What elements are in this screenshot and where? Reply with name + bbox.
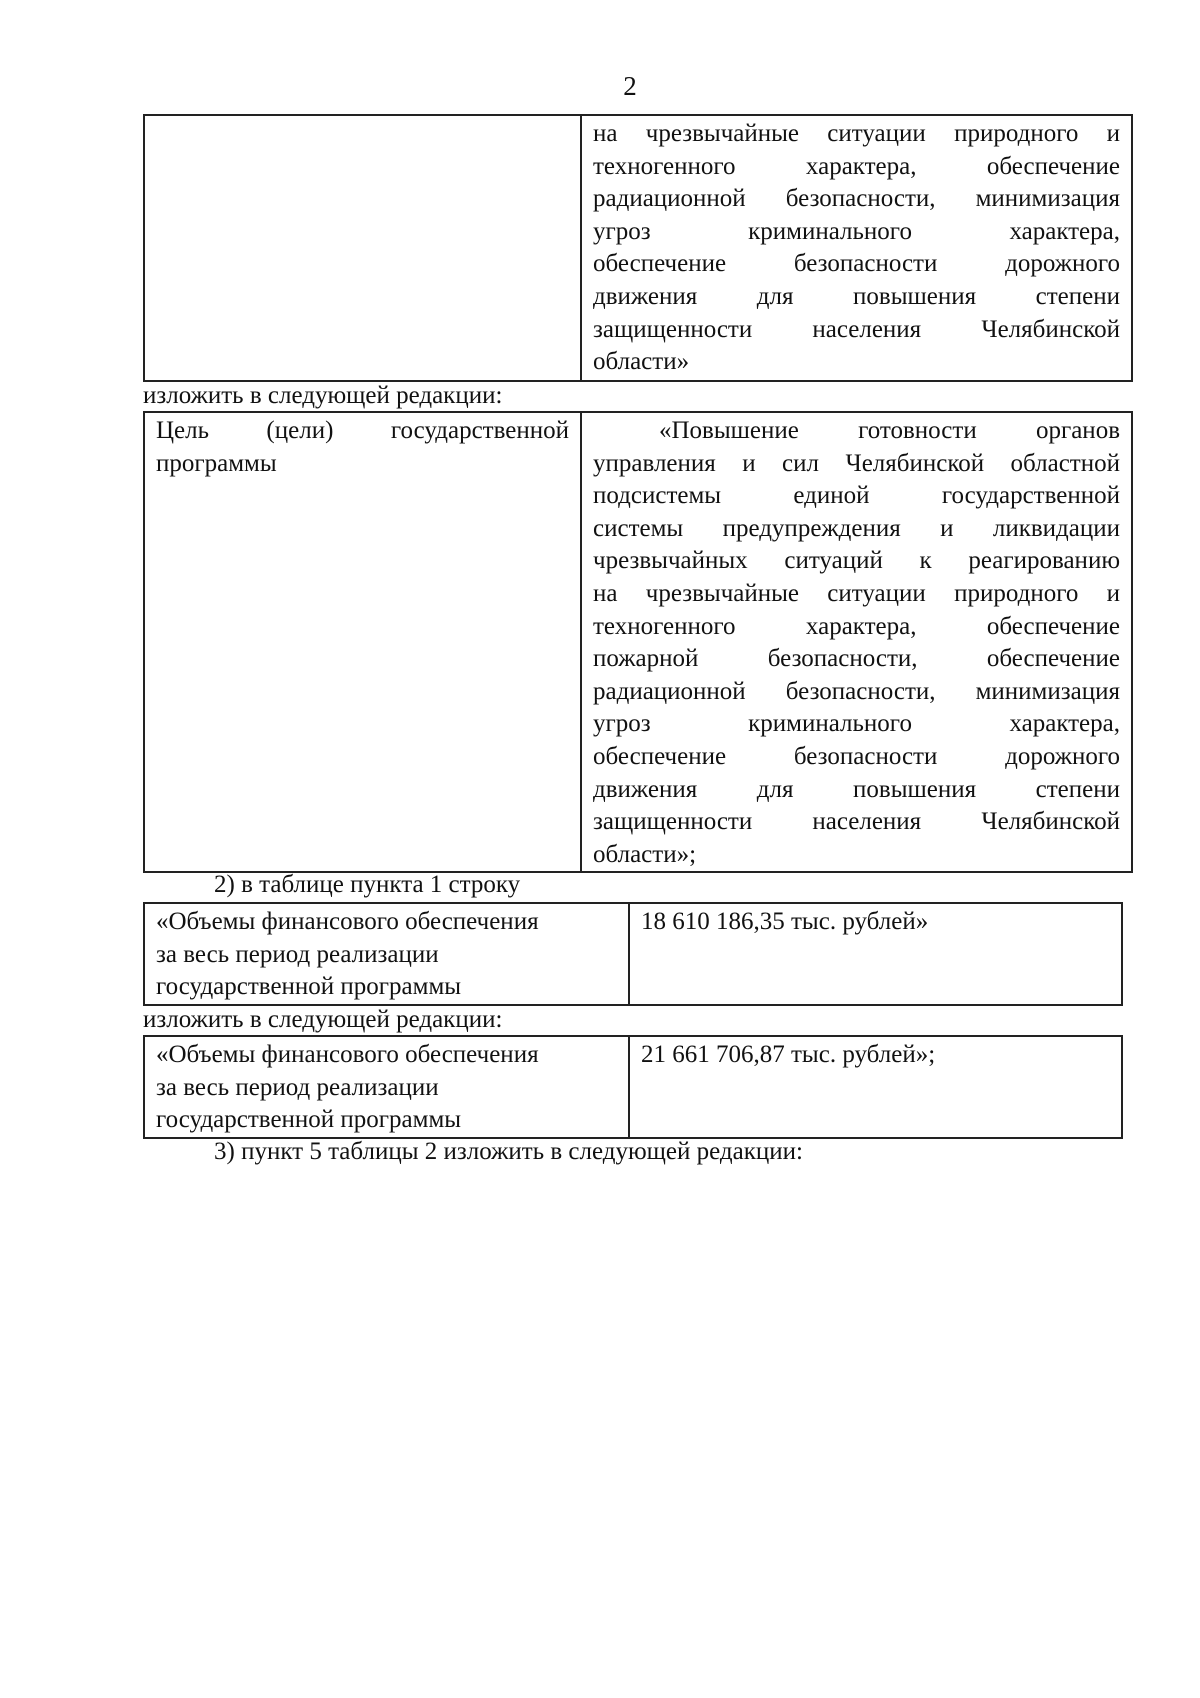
text-line: защищенности населения Челябинской (593, 808, 1120, 836)
instruction-text: изложить в следующей редакции: (143, 1006, 503, 1033)
text-line: угроз криминального характера, (593, 217, 1120, 245)
old-financing-table (143, 902, 1123, 1006)
text-line: обеспечение безопасности дорожного (593, 250, 1120, 278)
financing-value-cell (629, 903, 1122, 1005)
item-2-text: 2) в таблице пункта 1 строку (214, 871, 521, 898)
text-line: движения для повышения степени (593, 282, 1120, 310)
goal-label-cell (144, 412, 581, 872)
text-line: подсистемы единой государственной (593, 482, 1120, 510)
text-line: «Объемы финансового обеспечения (156, 1041, 539, 1068)
text-line: управления и сил Челябинской областной (593, 449, 1120, 477)
table-row (144, 903, 1122, 1005)
text-line: области» (593, 348, 690, 376)
text-line: чрезвычайных ситуаций к реагированию (593, 547, 1120, 575)
text-line: угроз криминального характера, (593, 710, 1120, 738)
financing-value-cell (629, 1036, 1122, 1138)
item-3-text: 3) пункт 5 таблицы 2 изложить в следующей редакции: (214, 1138, 803, 1165)
table-row (144, 412, 1132, 872)
new-goal-table (143, 411, 1133, 873)
text-line: государственной программы (156, 973, 462, 1001)
text-line: системы предупреждения и ликвидации (593, 514, 1120, 542)
text-line: защищенности населения Челябинской (593, 315, 1120, 343)
text-line: на чрезвычайные ситуации природного и (593, 120, 1120, 147)
left-cell-empty (144, 115, 581, 381)
old-goal-text-cell (581, 115, 1132, 381)
page-number: 2 (623, 71, 637, 101)
text-line: радиационной безопасности, минимизация (593, 677, 1120, 705)
text-line: «Повышение готовности органов (659, 417, 1120, 444)
table-row (144, 115, 1132, 381)
text-line: программы (156, 449, 277, 477)
text-line: за весь период реализации (156, 1073, 439, 1101)
text-line: обеспечение безопасности дорожного (593, 742, 1120, 770)
text-line: области»; (593, 840, 697, 868)
new-financing-table (143, 1035, 1123, 1139)
text-line: пожарной безопасности, обеспечение (593, 645, 1120, 673)
text-line: Цель (цели) государственной (156, 417, 569, 444)
instruction-text: изложить в следующей редакции: (143, 382, 503, 409)
text-line: техногенного характера, обеспечение (593, 612, 1120, 640)
old-goal-table (143, 114, 1133, 382)
new-goal-text-cell (581, 412, 1132, 872)
table-row (144, 1036, 1122, 1138)
financing-label-cell (144, 1036, 629, 1138)
financing-amount: 18 610 186,35 тыс. рублей» (641, 908, 929, 935)
text-line: движения для повышения степени (593, 775, 1120, 803)
text-line: за весь период реализации (156, 940, 439, 968)
text-line: радиационной безопасности, минимизация (593, 185, 1120, 213)
text-line: на чрезвычайные ситуации природного и (593, 579, 1120, 607)
text-line: техногенного характера, обеспечение (593, 152, 1120, 180)
text-line: «Объемы финансового обеспечения (156, 908, 539, 935)
text-line: государственной программы (156, 1106, 462, 1134)
financing-amount: 21 661 706,87 тыс. рублей»; (641, 1041, 936, 1068)
financing-label-cell (144, 903, 629, 1005)
